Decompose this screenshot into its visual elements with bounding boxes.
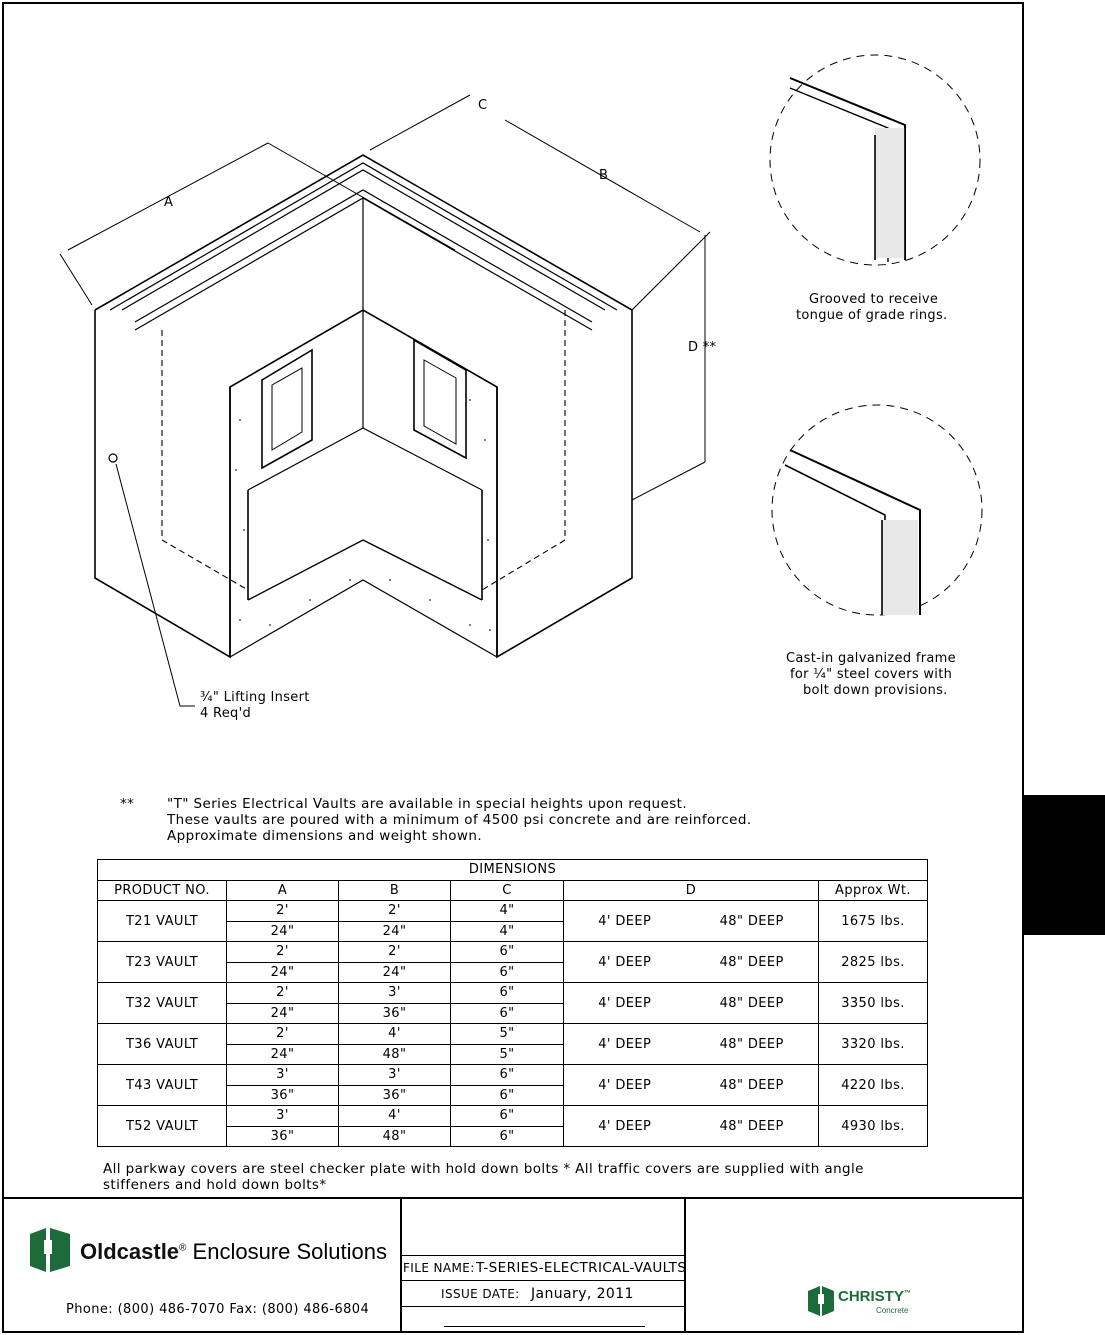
issue-date-value: January, 2011 xyxy=(531,1286,634,1302)
table-header-row xyxy=(98,880,928,901)
christy-logo-icon xyxy=(806,1285,836,1317)
detail-bottom-caption-2: for ¼" steel covers with xyxy=(790,667,953,682)
detail-top-caption-1: Grooved to receive xyxy=(809,292,939,307)
table-footnote-2: stiffeners and hold down bolts* xyxy=(103,1177,327,1193)
c-cell: 6" xyxy=(451,1065,564,1086)
c-cell: 6" xyxy=(451,1126,564,1147)
product-cell: T32 VAULT xyxy=(98,983,227,1024)
c-cell: 6" xyxy=(451,1106,564,1127)
b-inches-cell: 24" xyxy=(339,921,451,942)
weight-cell: 4930 lbs. xyxy=(819,1106,928,1147)
table-title: DIMENSIONS xyxy=(98,860,928,881)
b-inches-cell: 48" xyxy=(339,1126,451,1147)
a-inches-cell: 24" xyxy=(227,1044,339,1065)
product-cell: T43 VAULT xyxy=(98,1065,227,1106)
a-feet-cell: 3' xyxy=(227,1065,339,1086)
c-cell: 6" xyxy=(451,962,564,983)
detail-top-caption-2: tongue of grade rings. xyxy=(796,308,948,323)
product-cell: T52 VAULT xyxy=(98,1106,227,1147)
d-inches: 48" DEEP xyxy=(719,1077,784,1093)
product-cell: T23 VAULT xyxy=(98,942,227,983)
a-inches-cell: 36" xyxy=(227,1126,339,1147)
d-cell xyxy=(564,901,819,942)
dimension-label-c: C xyxy=(478,98,488,113)
weight-cell: 1675 lbs. xyxy=(819,901,928,942)
title-block-divider xyxy=(400,1306,685,1307)
d-feet: 4' DEEP xyxy=(598,954,652,970)
title-block-divider xyxy=(400,1197,402,1333)
phone-fax: Phone: (800) 486-7070 Fax: (800) 486-6804 xyxy=(66,1302,370,1317)
b-feet-cell: 2' xyxy=(339,942,451,963)
dimension-label-d: D ** xyxy=(688,340,717,355)
weight-cell: 4220 lbs. xyxy=(819,1065,928,1106)
b-inches-cell: 36" xyxy=(339,1085,451,1106)
d-inches: 48" DEEP xyxy=(719,1036,784,1052)
d-cell xyxy=(564,983,819,1024)
header-b: B xyxy=(339,880,451,901)
header-c: C xyxy=(451,880,564,901)
b-inches-cell: 24" xyxy=(339,962,451,983)
header-weight: Approx Wt. xyxy=(819,880,928,901)
table-row xyxy=(98,901,928,922)
a-feet-cell: 2' xyxy=(227,983,339,1004)
file-name-value: T-SERIES-ELECTRICAL-VAULTS xyxy=(476,1260,687,1276)
d-feet: 4' DEEP xyxy=(598,1077,652,1093)
c-cell: 5" xyxy=(451,1044,564,1065)
dimensions-table xyxy=(97,859,928,1147)
a-feet-cell: 2' xyxy=(227,901,339,922)
table-row xyxy=(98,1106,928,1127)
d-feet: 4' DEEP xyxy=(598,913,652,929)
a-inches-cell: 36" xyxy=(227,1085,339,1106)
header-product: PRODUCT NO. xyxy=(98,880,227,901)
lifting-insert-qty: 4 Req'd xyxy=(200,706,252,721)
issue-date-label: ISSUE DATE: xyxy=(441,1287,520,1301)
c-cell: 6" xyxy=(451,942,564,963)
weight-cell: 2825 lbs. xyxy=(819,942,928,983)
a-feet-cell: 2' xyxy=(227,942,339,963)
product-cell: T21 VAULT xyxy=(98,901,227,942)
christy-sub: Concrete xyxy=(876,1306,909,1315)
signature-line xyxy=(444,1326,645,1327)
a-feet-cell: 3' xyxy=(227,1106,339,1127)
section-tab xyxy=(1024,795,1105,935)
b-feet-cell: 4' xyxy=(339,1106,451,1127)
product-cell: T36 VAULT xyxy=(98,1024,227,1065)
table-row xyxy=(98,942,928,963)
header-d: D xyxy=(564,880,819,901)
d-cell xyxy=(564,1106,819,1147)
c-cell: 5" xyxy=(451,1024,564,1045)
christy-brand: CHRISTY™ xyxy=(838,1288,911,1305)
b-feet-cell: 2' xyxy=(339,901,451,922)
brand-name: Oldcastle® Enclosure Solutions xyxy=(80,1239,387,1264)
d-feet: 4' DEEP xyxy=(598,1036,652,1052)
c-cell: 6" xyxy=(451,983,564,1004)
b-feet-cell: 3' xyxy=(339,1065,451,1086)
title-block-divider xyxy=(400,1280,685,1281)
b-inches-cell: 48" xyxy=(339,1044,451,1065)
d-cell xyxy=(564,1065,819,1106)
weight-cell: 3320 lbs. xyxy=(819,1024,928,1065)
header-a: A xyxy=(227,880,339,901)
d-cell xyxy=(564,942,819,983)
d-inches: 48" DEEP xyxy=(719,995,784,1011)
table-footnote-1: All parkway covers are steel checker plate with hold down bolts * All traffic covers are supplied with angle xyxy=(103,1161,864,1177)
c-cell: 6" xyxy=(451,1085,564,1106)
b-feet-cell: 3' xyxy=(339,983,451,1004)
a-inches-cell: 24" xyxy=(227,1003,339,1024)
d-feet: 4' DEEP xyxy=(598,1118,652,1134)
dimension-label-a: A xyxy=(164,195,174,210)
table-row xyxy=(98,983,928,1004)
d-cell xyxy=(564,1024,819,1065)
note-marker: ** xyxy=(120,796,135,812)
lifting-insert-label: ¾" Lifting Insert xyxy=(200,690,310,705)
detail-bottom-caption-3: bolt down provisions. xyxy=(803,683,948,698)
oldcastle-logo-icon xyxy=(26,1226,74,1274)
c-cell: 4" xyxy=(451,901,564,922)
c-cell: 6" xyxy=(451,1003,564,1024)
a-inches-cell: 24" xyxy=(227,962,339,983)
table-row xyxy=(98,1065,928,1086)
file-name-label: FILE NAME: xyxy=(403,1261,475,1275)
d-feet: 4' DEEP xyxy=(598,995,652,1011)
a-inches-cell: 24" xyxy=(227,921,339,942)
dimension-label-b: B xyxy=(599,168,609,183)
title-block-divider xyxy=(2,1197,1024,1199)
title-block-divider xyxy=(400,1255,685,1256)
note-line-2: These vaults are poured with a minimum of 4500 psi concrete and are reinforced. xyxy=(167,812,752,828)
b-inches-cell: 36" xyxy=(339,1003,451,1024)
d-inches: 48" DEEP xyxy=(719,954,784,970)
note-line-3: Approximate dimensions and weight shown. xyxy=(167,828,483,844)
detail-bottom-caption-1: Cast-in galvanized frame xyxy=(786,651,956,666)
weight-cell: 3350 lbs. xyxy=(819,983,928,1024)
table-row xyxy=(98,1024,928,1045)
note-line-1: "T" Series Electrical Vaults are available in special heights upon request. xyxy=(167,796,688,812)
d-inches: 48" DEEP xyxy=(719,913,784,929)
d-inches: 48" DEEP xyxy=(719,1118,784,1134)
b-feet-cell: 4' xyxy=(339,1024,451,1045)
a-feet-cell: 2' xyxy=(227,1024,339,1045)
c-cell: 4" xyxy=(451,921,564,942)
